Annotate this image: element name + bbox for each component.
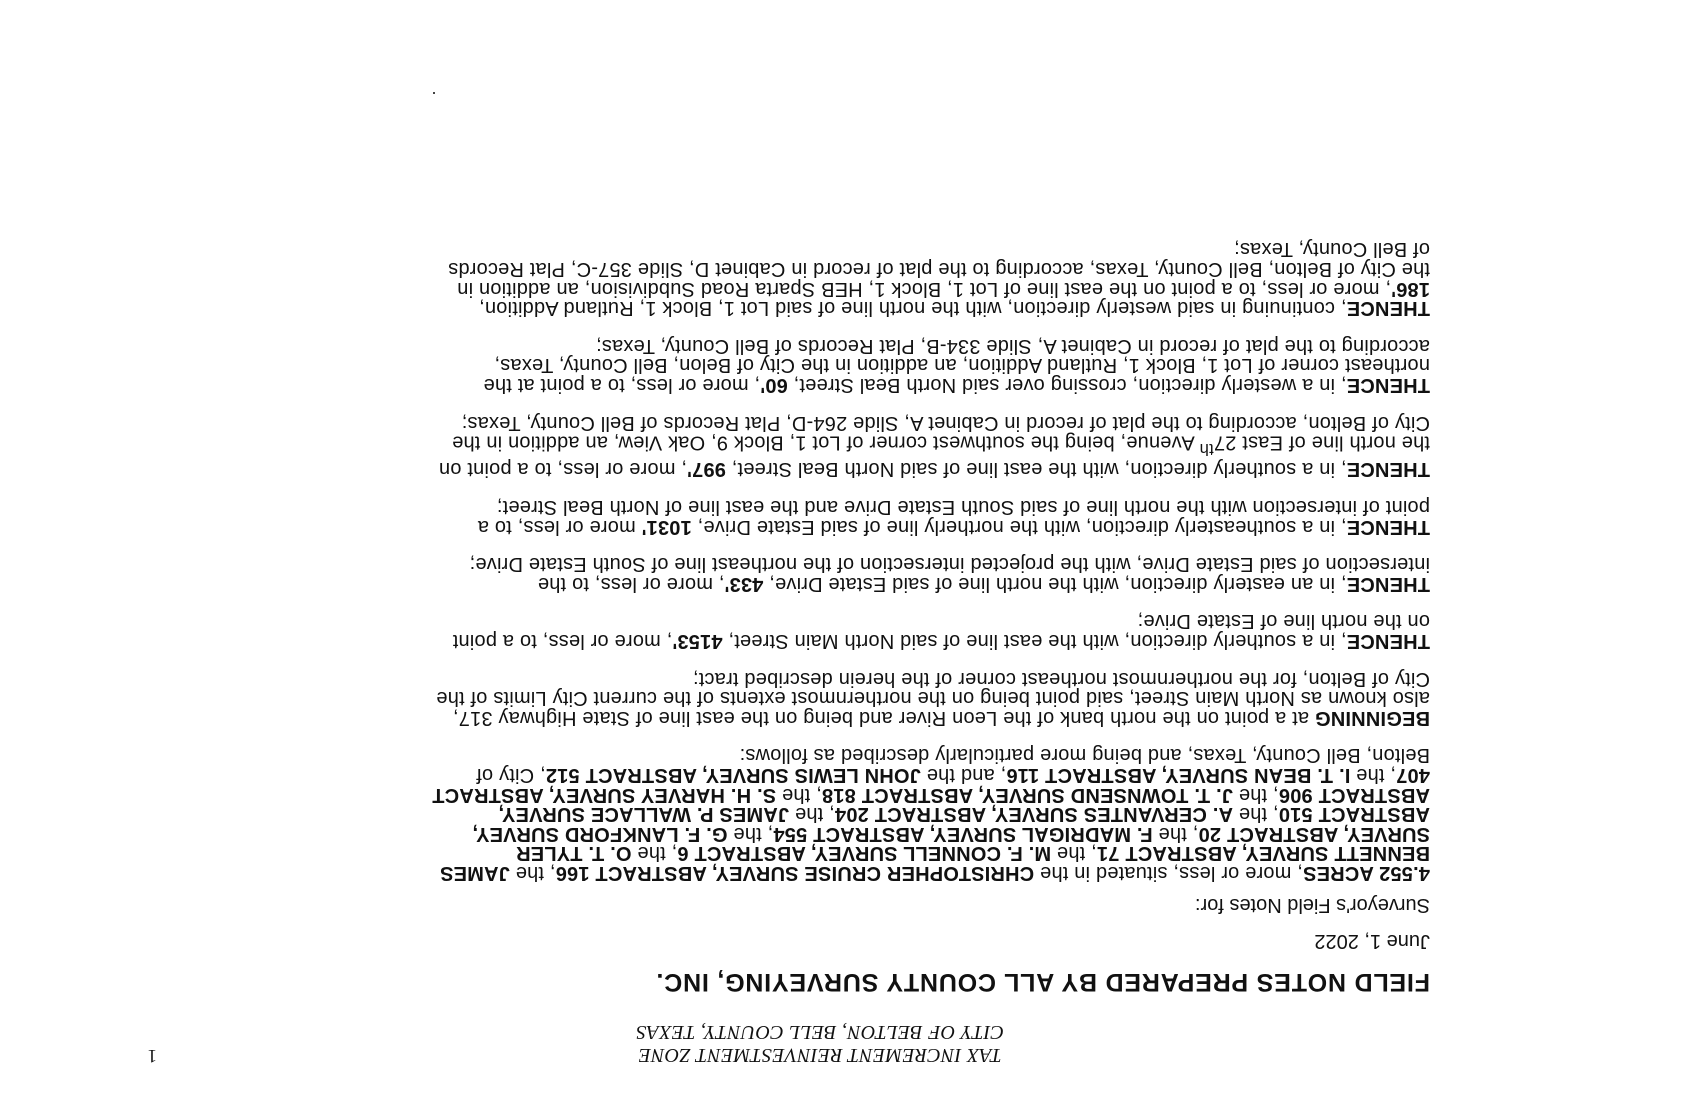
acreage: 4.552 ACRES — [1302, 862, 1430, 884]
survey-11: I. T. BEAN SURVEY, ABSTRACT 116 — [1006, 764, 1351, 787]
field-notes-body — [430, 221, 1430, 882]
thence-text: more or less, to a point of intersection with the north line of said South Estate Drive and the east line of North Beal Street; — [477, 496, 1430, 538]
survey-6: G. F. LANKFORD SURVEY, ABSTRACT 510 — [472, 803, 1430, 845]
survey-4: O. T. TYLER SURVEY, ABSTRACT 20 — [515, 822, 1430, 865]
survey-9: J. T. TOWNSEND SURVEY, ABSTRACT 818 — [821, 783, 1233, 806]
intro-text-4: , the — [631, 842, 678, 865]
beginning-text: at a point on the north bank of the Leon River and being on the east line of State Highway 317, also known as North Main Street, said point being on the northernmost extents of the current City Limits of the City of Belton, for the northernmost northeast corner of the herein described tract; — [436, 667, 1430, 729]
page-number: 1 — [147, 1045, 157, 1066]
header-line-1: TAX INCREMENT REINVESTMENT ZONE — [638, 1044, 1002, 1066]
beginning-paragraph — [430, 668, 1430, 727]
intro-text-3: , the — [1051, 842, 1097, 865]
thence-distance: 186' — [1391, 277, 1430, 300]
thence-text: , in a westerly direction, crossing over said North Beal Street, — [787, 374, 1347, 397]
intro-text-7: , the — [1232, 803, 1279, 826]
intro-text-6: , the — [727, 822, 774, 845]
thence-paragraph-3 — [430, 497, 1430, 536]
thence-lead: THENCE — [1346, 572, 1430, 595]
thence-distance: 4153' — [672, 630, 723, 653]
intro-text-11: , the — [1350, 764, 1397, 787]
survey-1: CHRISTOPHER CRUISE SURVEY, ABSTRACT 166 — [555, 862, 1035, 884]
thence-distance: 433' — [724, 572, 764, 595]
thence-distance: 997' — [686, 458, 726, 481]
thence-paragraph-2 — [430, 554, 1430, 593]
thence-paragraph-5 — [430, 334, 1430, 397]
thence-text: , more or less, to a point on the north line of East 27 — [438, 431, 1430, 481]
intro-text-2: , the — [509, 862, 556, 884]
thence-paragraph-6 — [430, 238, 1430, 320]
document-title: FIELD NOTES PREPARED BY ALL COUNTY SURVEYING, INC. — [655, 968, 1430, 996]
thence-text: , more or less, to the intersection of said Estate Drive, with the projected intersection of the northeast line of South Estate Drive; — [469, 553, 1430, 595]
survey-12: JOHN LEWIS SURVEY, ABSTRACT 512 — [545, 764, 921, 787]
survey-10: S. H. HARVEY SURVEY, ABSTRACT 407 — [432, 764, 1430, 806]
thence-lead: THENCE — [1346, 515, 1430, 538]
document-subtitle: Surveyor's Field Notes for: — [1194, 894, 1430, 916]
thence-text: , more or less, to a point at the northeast corner of Lot 1, Block 1, Rutland Addition, an addition in the City of Belon, Bell County, Texas, according to the plat of record in Cabinet A, Slide 334-B, Plat Records of Bell County, Texas; — [483, 334, 1430, 397]
ordinal-suffix: th — [1199, 439, 1214, 459]
survey-5: F. MADRIGAL SURVEY, ABSTRACT 554 — [773, 822, 1153, 845]
thence-distance: 60' — [760, 374, 788, 397]
survey-8: JAMES P. WALLACE SURVEY, ABSTRACT 906 — [498, 783, 1430, 826]
thence-text: , more or less, to a point on the north line of Estate Drive; — [452, 610, 1430, 653]
thence-paragraph-4 — [430, 411, 1430, 481]
intro-text-10: , the — [776, 783, 822, 806]
thence-lead: THENCE — [1346, 458, 1430, 481]
header-line-2: CITY OF BELTON, BELL COUNTY, TEXAS — [636, 1021, 1004, 1043]
survey-7: A. CERVANTES SURVEY, ABSTRACT 204 — [834, 803, 1233, 826]
thence-lead: THENCE — [1346, 630, 1430, 653]
thence-lead: THENCE — [1346, 297, 1430, 320]
intro-text-8: , the — [789, 803, 835, 826]
thence-distance: 1031' — [641, 515, 692, 538]
intro-text-1: , more or less, situated in the — [1034, 862, 1303, 884]
intro-text-12: , and the — [920, 764, 1007, 787]
document-header — [525, 1020, 1115, 1066]
thence-paragraph-1 — [430, 610, 1430, 653]
thence-text: , in a southerly direction, with the east line of said North Main Street, — [722, 630, 1347, 653]
thence-text: , in an easterly direction, with the north line of said Estate Drive, — [763, 572, 1347, 595]
intro-paragraph — [430, 745, 1430, 882]
scan-speck — [433, 92, 435, 94]
intro-text-9: , the — [1232, 783, 1279, 806]
beginning-lead: BEGINNING — [1314, 706, 1430, 729]
thence-text: , more or less, to a point on the east line of Lot 1, Block 1, HEB Sparta Road Subdivision, an addition in the City of Belton, Bell County, Texas, according to the plat of record in Cabinet D, Slide 357-C, Plat Records of Bell County, Texas; — [448, 238, 1430, 300]
document-date: June 1, 2022 — [1314, 930, 1430, 952]
intro-text-5: , the — [1152, 822, 1199, 845]
thence-lead: THENCE — [1346, 374, 1430, 397]
thence-text: , continuing in said westerly direction, with the north line of said Lot 1, Block 1, Rutland Addition, — [479, 297, 1347, 320]
survey-3: M. F. CONNELL SURVEY, ABSTRACT 6 — [677, 842, 1052, 865]
thence-text: Avenue, being the southwest corner of Lot 1, Block 9, Oak View, an addition in the City of Belton, according to the plat of record in Cabinet A, Slide 264-D, Plat Records of Bell County, Texas; — [452, 411, 1430, 454]
thence-text: , in a southeasterly direction, with the northerly line of said Estate Drive, — [691, 515, 1347, 538]
thence-text: , in a southerly direction, with the east line of said North Beal Street, — [725, 458, 1347, 481]
survey-2: JAMES BENNETT SURVEY, ABSTRACT 71 — [439, 842, 1430, 884]
intro-text-13: , City of Belton, Bell County, Texas, and being more particularly described as follows: — [476, 744, 1430, 787]
